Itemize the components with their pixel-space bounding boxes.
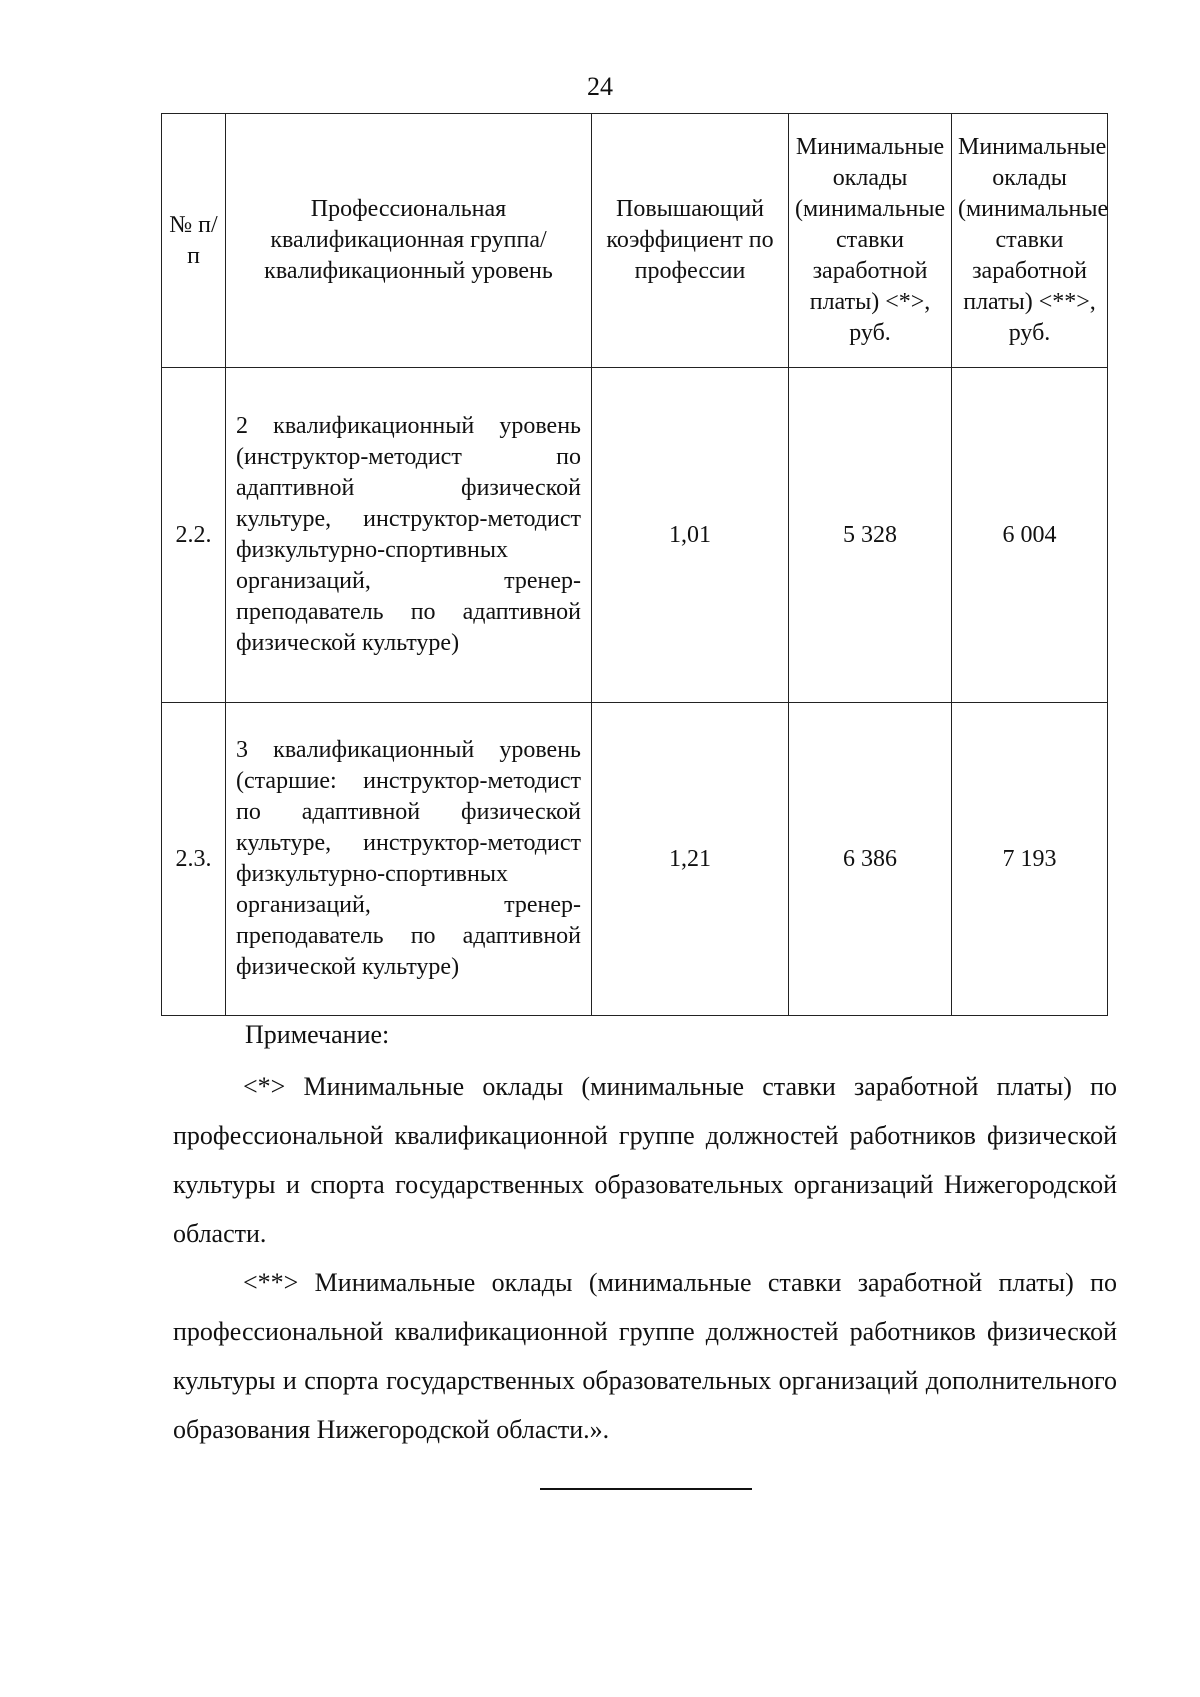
row-min-salary-1: 5 328 [789, 368, 952, 703]
note-title: Примечание: [245, 1020, 390, 1049]
header-coefficient: Повышающий коэффициент по профессии [592, 114, 789, 368]
header-group: Профессиональная квалификационная группа/квалификационный уровень [226, 114, 592, 368]
footnote-single-asterisk: <*> Минимальные оклады (минимальные ставки заработной платы) по профессиональной квалификационной группе должностей работников физической культуры и спорта государственных образовательных организаций Нижегородской области. [173, 1072, 1117, 1248]
table-row [162, 703, 1108, 1016]
header-min-salary-1: Минимальные оклады (минимальные ставки заработной платы) <*>, руб. [789, 114, 952, 368]
row-coefficient: 1,01 [592, 368, 789, 703]
footnote-double-asterisk: <**> Минимальные оклады (минимальные ставки заработной платы) по профессиональной квалификационной группе должностей работников физической культуры и спорта государственных образовательных организаций дополнительного образования Нижегородской области.». [173, 1268, 1117, 1444]
row-num: 2.3. [162, 703, 226, 1016]
table-row [162, 368, 1108, 703]
row-min-salary-2: 6 004 [952, 368, 1108, 703]
row-group: 2 квалификационный уровень (инструктор-методист по адаптивной физической культуре, инструктор-методист физкультурно-спортивных организаций, тренер-преподаватель по адаптивной физической культуре) [226, 368, 592, 703]
end-divider-line [540, 1488, 752, 1490]
header-min-salary-2: Минимальные оклады (минимальные ставки заработной платы) <**>, руб. [952, 114, 1108, 368]
row-min-salary-1: 6 386 [789, 703, 952, 1016]
salary-table [161, 113, 1108, 1016]
row-min-salary-2: 7 193 [952, 703, 1108, 1016]
row-num: 2.2. [162, 368, 226, 703]
table-header-row [162, 114, 1108, 368]
header-num: № п/п [162, 114, 226, 368]
row-group: 3 квалификационный уровень (старшие: инструктор-методист по адаптивной физической культуре, инструктор-методист физкультурно-спортивных организаций, тренер-преподаватель по адаптивной физической культуре) [226, 703, 592, 1016]
page-number: 24 [587, 72, 613, 101]
row-coefficient: 1,21 [592, 703, 789, 1016]
